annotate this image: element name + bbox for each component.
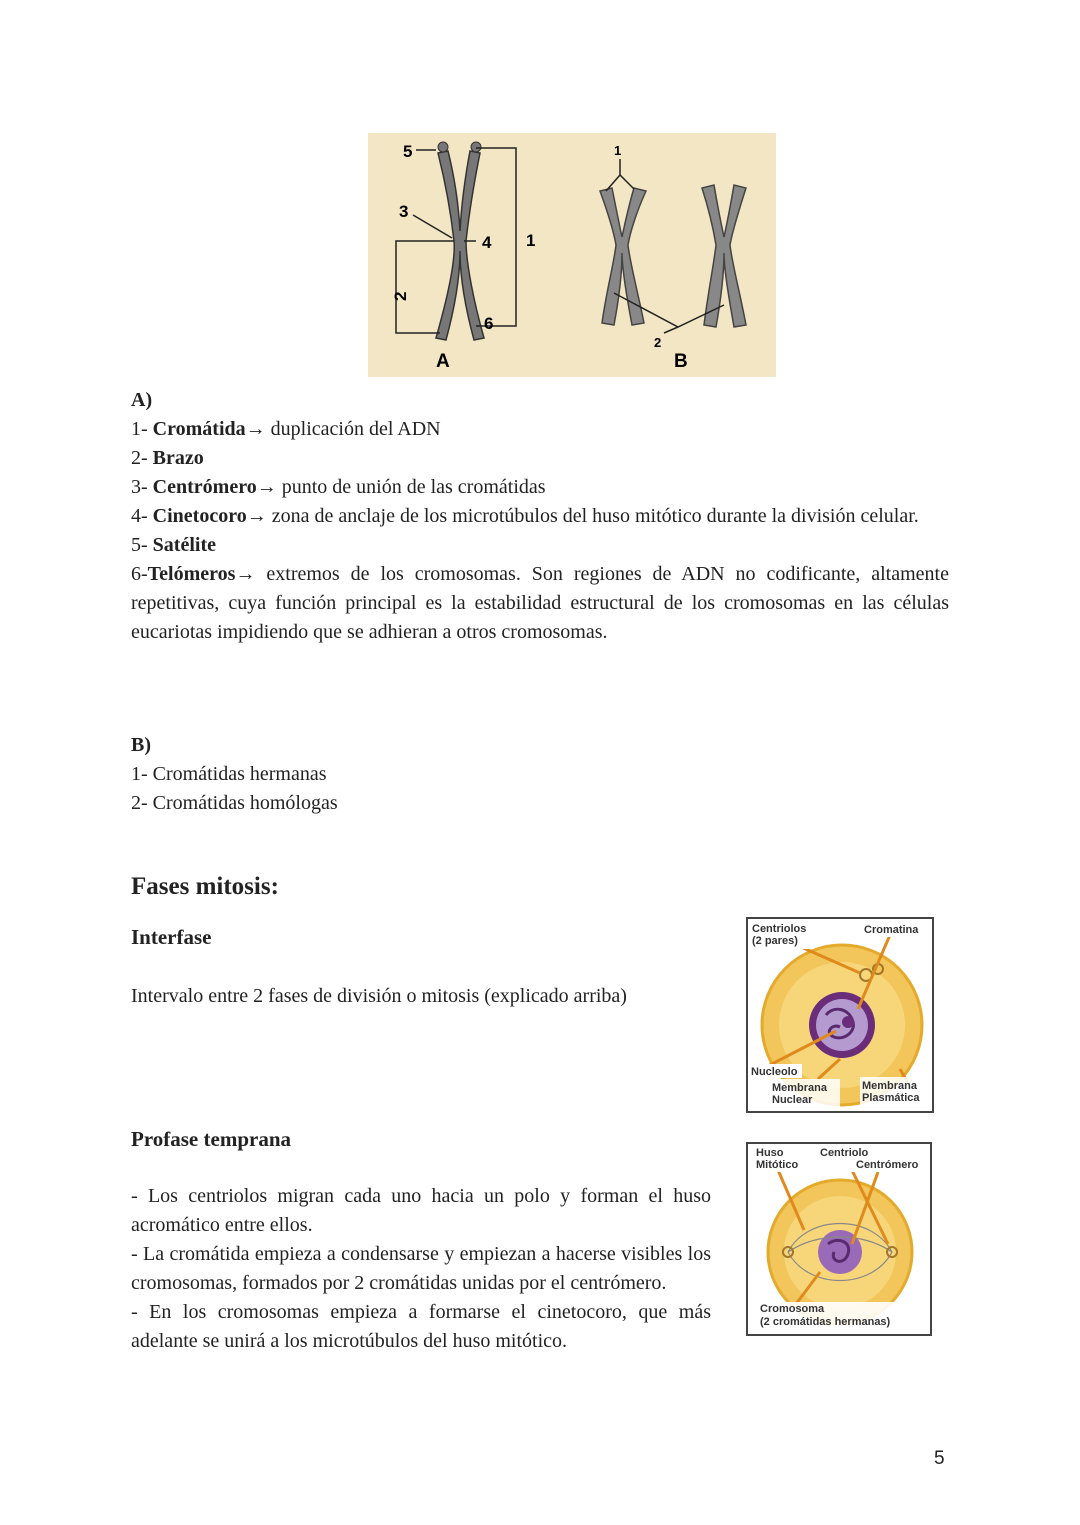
- label-1a: 1: [526, 231, 536, 250]
- interfase-text: Intervalo entre 2 fases de división o mitosis (explicado arriba): [131, 985, 627, 1007]
- paragraph: - Los centriolos migran cada uno hacia un polo y forman el huso acromático entre ellos.: [131, 1185, 711, 1236]
- label-4: 4: [482, 233, 492, 252]
- paragraph: - En los cromosomas empieza a formarse el cinetocoro, que más adelante se unirá a los microtúbulos del huso mitótico.: [131, 1301, 711, 1352]
- section-a: [131, 386, 949, 647]
- paragraph: - La cromátida empieza a condensarse y empiezan a hacerse visibles los cromosomas, formados por 2 cromátidas unidas por el centrómero.: [131, 1243, 711, 1294]
- label-membrana-plasmatica-1: Membrana: [862, 1080, 918, 1092]
- mitosis-title: Fases mitosis:: [131, 873, 279, 900]
- label-membrana-nuclear-1: Membrana: [772, 1082, 828, 1094]
- section-b: [131, 731, 949, 818]
- profase-figure: [746, 1142, 932, 1336]
- label-1b: 1: [614, 143, 622, 158]
- label-6: 6: [484, 314, 494, 333]
- page-number: 5: [934, 1448, 945, 1469]
- interfase-figure: [746, 917, 934, 1113]
- profase-text: [131, 1182, 711, 1356]
- list-item: 3- Centrómero→ punto de unión de las cromátidas: [131, 476, 546, 498]
- list-item: 2- Brazo: [131, 447, 204, 469]
- caption-b: B: [674, 351, 688, 372]
- label-centromero: Centrómero: [856, 1159, 919, 1171]
- label-centriolo: Centriolo: [820, 1147, 869, 1159]
- label-cromosoma: Cromosoma: [760, 1303, 825, 1315]
- list-item: 5- Satélite: [131, 534, 216, 556]
- label-cromatidas-hermanas: (2 cromátidas hermanas): [760, 1316, 891, 1328]
- list-item: 6-Telómeros→ extremos de los cromosomas. Son regiones de ADN no codificante, altamente repetitivas, cuya función principal es la estabilidad estructural de los cromosomas en las células eucariotas impidiendo que se adhieran a otros cromosomas.: [131, 563, 949, 643]
- profase-heading: Profase temprana: [131, 1127, 291, 1151]
- label-huso-2: Mitótico: [756, 1159, 799, 1171]
- label-cromatina: Cromatina: [864, 924, 919, 936]
- caption-a: A: [436, 351, 450, 372]
- list-item: 1- Cromátidas hermanas: [131, 763, 327, 785]
- label-membrana-plasmatica-2: Plasmática: [862, 1092, 920, 1104]
- list-item: 4- Cinetocoro→ zona de anclaje de los microtúbulos del huso mitótico durante la división celular.: [131, 505, 919, 527]
- label-3: 3: [399, 202, 409, 221]
- label-2b: 2: [654, 335, 662, 350]
- section-b-heading: B): [131, 734, 151, 756]
- label-huso-1: Huso: [756, 1147, 784, 1159]
- label-membrana-nuclear-2: Nuclear: [772, 1094, 813, 1106]
- interfase-heading: Interfase: [131, 925, 212, 949]
- list-item: 1- Cromátida→ duplicación del ADN: [131, 418, 441, 440]
- label-centriolos: Centriolos: [752, 923, 807, 935]
- label-nucleolo: Nucleolo: [751, 1066, 798, 1078]
- label-2a: 2: [391, 291, 410, 301]
- section-a-heading: A): [131, 389, 153, 411]
- label-pares: (2 pares): [752, 935, 798, 947]
- list-item: 2- Cromátidas homólogas: [131, 792, 338, 814]
- label-5: 5: [403, 142, 413, 161]
- chromosome-figure: [368, 133, 776, 377]
